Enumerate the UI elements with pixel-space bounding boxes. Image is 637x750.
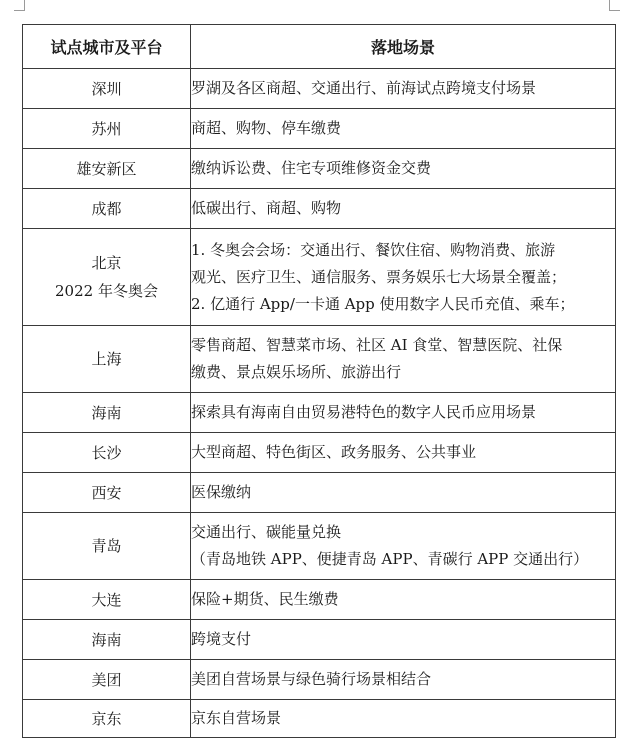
scene-cell — [191, 513, 616, 580]
city-text: 雄安新区 — [76, 159, 137, 178]
city-cell — [23, 620, 191, 660]
table-header-row — [23, 25, 616, 69]
scene-text: 2. 亿通行 App/一卡通 App 使用数字人民币充值、乘车； — [191, 294, 575, 313]
scene-cell — [191, 433, 616, 473]
scene-text: 1. 冬奥会会场：交通出行、餐饮住宿、购物消费、旅游 — [191, 240, 556, 259]
table-row — [23, 229, 616, 326]
city-text: 深圳 — [91, 79, 122, 98]
page-corner-mark-left — [14, 0, 25, 11]
city-text: 海南 — [91, 403, 122, 422]
scene-text: 医保缴纳 — [191, 483, 252, 501]
table-row — [23, 149, 616, 189]
scene-text: 缴费、景点娱乐场所、旅游出行 — [191, 363, 402, 381]
scene-cell — [191, 620, 616, 660]
scene-text: 低碳出行、商超、购物 — [191, 199, 342, 217]
city-text: 京东 — [91, 709, 122, 728]
scene-text: 保险+期货、民生缴费 — [191, 590, 339, 608]
scene-cell — [191, 69, 616, 109]
city-cell — [23, 69, 191, 109]
city-text: 大连 — [91, 590, 122, 609]
scene-text: 缴纳诉讼费、住宅专项维修资金交费 — [191, 159, 432, 177]
scene-text: 交通出行、碳能量兑换 — [191, 523, 342, 541]
table-row — [23, 433, 616, 473]
scene-cell — [191, 229, 616, 326]
scene-cell — [191, 580, 616, 620]
city-text: 美团 — [91, 670, 122, 689]
scene-cell — [191, 393, 616, 433]
city-text: 长沙 — [91, 443, 122, 462]
city-cell — [23, 229, 191, 326]
page-corner-mark-right — [609, 0, 620, 11]
city-text: 青岛 — [91, 537, 122, 555]
table-row — [23, 326, 616, 393]
city-cell — [23, 513, 191, 580]
scene-text: 探索具有海南自由贸易港特色的数字人民币应用场景 — [191, 403, 537, 421]
scene-cell — [191, 473, 616, 513]
table-row — [23, 620, 616, 660]
table-body — [23, 69, 616, 738]
table-row — [23, 580, 616, 620]
city-text: 上海 — [91, 350, 122, 368]
city-text: 成都 — [91, 199, 122, 218]
scene-cell — [191, 660, 616, 700]
header-scene: 落地场景 — [191, 25, 616, 69]
scene-text: 跨境支付 — [191, 630, 252, 648]
scene-text: 商超、购物、停车缴费 — [191, 119, 342, 137]
scene-text: 大型商超、特色街区、政务服务、公共事业 — [191, 443, 477, 461]
city-text: 2022 年冬奥会 — [55, 282, 158, 300]
table-row — [23, 700, 616, 738]
city-cell — [23, 473, 191, 513]
city-cell — [23, 700, 191, 738]
city-text: 苏州 — [91, 119, 122, 138]
city-cell — [23, 109, 191, 149]
scene-cell — [191, 700, 616, 738]
city-cell — [23, 326, 191, 393]
city-cell — [23, 149, 191, 189]
city-cell — [23, 393, 191, 433]
city-text: 西安 — [91, 483, 122, 502]
table-row — [23, 513, 616, 580]
city-text: 北京 — [91, 254, 122, 272]
city-cell — [23, 580, 191, 620]
city-cell — [23, 660, 191, 700]
table-row — [23, 69, 616, 109]
scene-text: （青岛地铁 APP、便捷青岛 APP、青碳行 APP 交通出行） — [191, 550, 589, 568]
scene-cell — [191, 326, 616, 393]
table-row — [23, 393, 616, 433]
scene-cell — [191, 189, 616, 229]
header-city: 试点城市及平台 — [23, 25, 191, 69]
scene-text: 零售商超、智慧菜市场、社区 AI 食堂、智慧医院、社保 — [191, 336, 563, 354]
city-cell — [23, 433, 191, 473]
table-row — [23, 473, 616, 513]
scene-cell — [191, 109, 616, 149]
scene-text: 美团自营场景与绿色骑行场景相结合 — [191, 670, 432, 688]
city-cell — [23, 189, 191, 229]
table-row — [23, 660, 616, 700]
pilot-cities-table — [22, 24, 616, 738]
table-row — [23, 109, 616, 149]
scene-text: 罗湖及各区商超、交通出行、前海试点跨境支付场景 — [191, 79, 537, 97]
table-row — [23, 189, 616, 229]
scene-text: 京东自营场景 — [191, 709, 282, 727]
scene-cell — [191, 149, 616, 189]
city-text: 海南 — [91, 630, 122, 649]
scene-text: 观光、医疗卫生、通信服务、票务娱乐七大场景全覆盖； — [191, 267, 567, 286]
